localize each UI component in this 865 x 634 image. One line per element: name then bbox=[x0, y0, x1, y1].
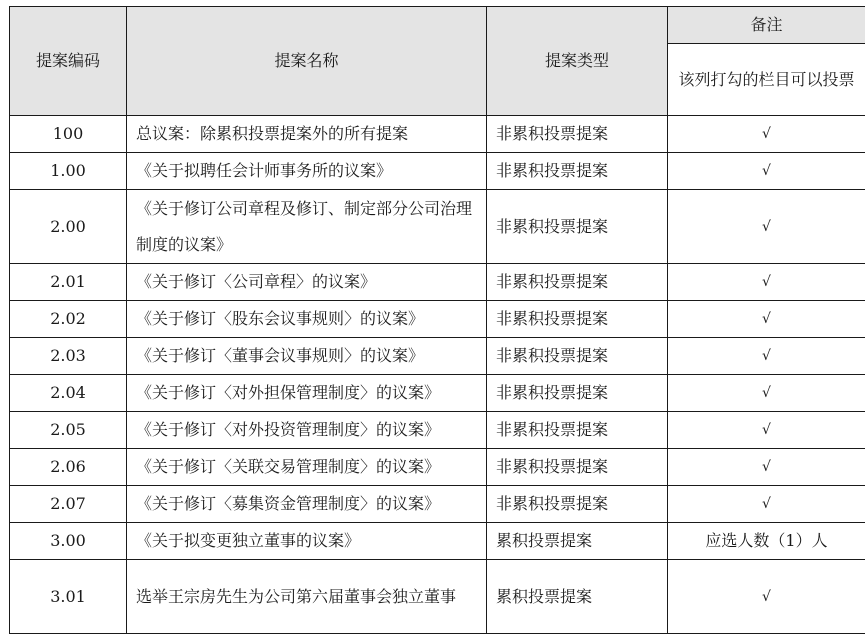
table-row bbox=[10, 116, 865, 153]
header-note-sub: 该列打勾的栏目可以投票 bbox=[668, 44, 865, 116]
row-type: 非累积投票提案 bbox=[487, 153, 668, 190]
table-row bbox=[10, 449, 865, 486]
header-type: 提案类型 bbox=[487, 7, 668, 116]
row-type: 非累积投票提案 bbox=[487, 190, 668, 264]
table-row bbox=[10, 338, 865, 375]
header-code: 提案编码 bbox=[10, 7, 127, 116]
row-name: 《关于修订〈董事会议事规则〉的议案》 bbox=[127, 338, 487, 375]
row-type: 非累积投票提案 bbox=[487, 338, 668, 375]
table-row bbox=[10, 560, 865, 634]
row-code: 2.05 bbox=[10, 412, 127, 449]
row-code: 2.04 bbox=[10, 375, 127, 412]
table-row bbox=[10, 153, 865, 190]
table-row bbox=[10, 375, 865, 412]
row-type: 非累积投票提案 bbox=[487, 264, 668, 301]
table-row bbox=[10, 301, 865, 338]
row-name: 《关于修订〈股东会议事规则〉的议案》 bbox=[127, 301, 487, 338]
row-note-check: √ bbox=[668, 449, 865, 486]
row-note-check: √ bbox=[668, 264, 865, 301]
table-row bbox=[10, 264, 865, 301]
row-name: 《关于修订公司章程及修订、制定部分公司治理制度的议案》 bbox=[127, 190, 487, 264]
header-note: 备注 bbox=[668, 7, 865, 44]
table-row bbox=[10, 412, 865, 449]
row-type: 非累积投票提案 bbox=[487, 116, 668, 153]
row-note-check: √ bbox=[668, 486, 865, 523]
table-row bbox=[10, 190, 865, 264]
row-code: 2.07 bbox=[10, 486, 127, 523]
row-code: 3.01 bbox=[10, 560, 127, 634]
row-name: 选举王宗房先生为公司第六届董事会独立董事 bbox=[127, 560, 487, 634]
row-name: 总议案：除累积投票提案外的所有提案 bbox=[127, 116, 487, 153]
row-code: 2.01 bbox=[10, 264, 127, 301]
row-name: 《关于拟聘任会计师事务所的议案》 bbox=[127, 153, 487, 190]
table-header bbox=[10, 7, 865, 116]
row-code: 2.02 bbox=[10, 301, 127, 338]
row-type: 非累积投票提案 bbox=[487, 375, 668, 412]
row-code: 2.06 bbox=[10, 449, 127, 486]
row-type: 累积投票提案 bbox=[487, 560, 668, 634]
row-note-check: √ bbox=[668, 560, 865, 634]
row-code: 2.00 bbox=[10, 190, 127, 264]
row-name: 《关于修订〈关联交易管理制度〉的议案》 bbox=[127, 449, 487, 486]
row-note-seats: 应选人数（1）人 bbox=[668, 523, 865, 560]
row-type: 非累积投票提案 bbox=[487, 486, 668, 523]
row-type: 非累积投票提案 bbox=[487, 449, 668, 486]
row-name: 《关于修订〈公司章程〉的议案》 bbox=[127, 264, 487, 301]
row-name: 《关于修订〈募集资金管理制度〉的议案》 bbox=[127, 486, 487, 523]
row-name: 《关于拟变更独立董事的议案》 bbox=[127, 523, 487, 560]
header-name: 提案名称 bbox=[127, 7, 487, 116]
proposal-table bbox=[9, 6, 865, 634]
row-note-check: √ bbox=[668, 412, 865, 449]
row-note-check: √ bbox=[668, 116, 865, 153]
row-code: 2.03 bbox=[10, 338, 127, 375]
row-note-check: √ bbox=[668, 338, 865, 375]
row-code: 1.00 bbox=[10, 153, 127, 190]
row-type: 累积投票提案 bbox=[487, 523, 668, 560]
row-code: 100 bbox=[10, 116, 127, 153]
row-name: 《关于修订〈对外担保管理制度〉的议案》 bbox=[127, 375, 487, 412]
row-note-check: √ bbox=[668, 190, 865, 264]
table-body bbox=[10, 116, 865, 634]
row-note-check: √ bbox=[668, 375, 865, 412]
table-row bbox=[10, 486, 865, 523]
row-code: 3.00 bbox=[10, 523, 127, 560]
row-name: 《关于修订〈对外投资管理制度〉的议案》 bbox=[127, 412, 487, 449]
row-note-check: √ bbox=[668, 301, 865, 338]
row-type: 非累积投票提案 bbox=[487, 301, 668, 338]
row-note-check: √ bbox=[668, 153, 865, 190]
table-row bbox=[10, 523, 865, 560]
row-type: 非累积投票提案 bbox=[487, 412, 668, 449]
